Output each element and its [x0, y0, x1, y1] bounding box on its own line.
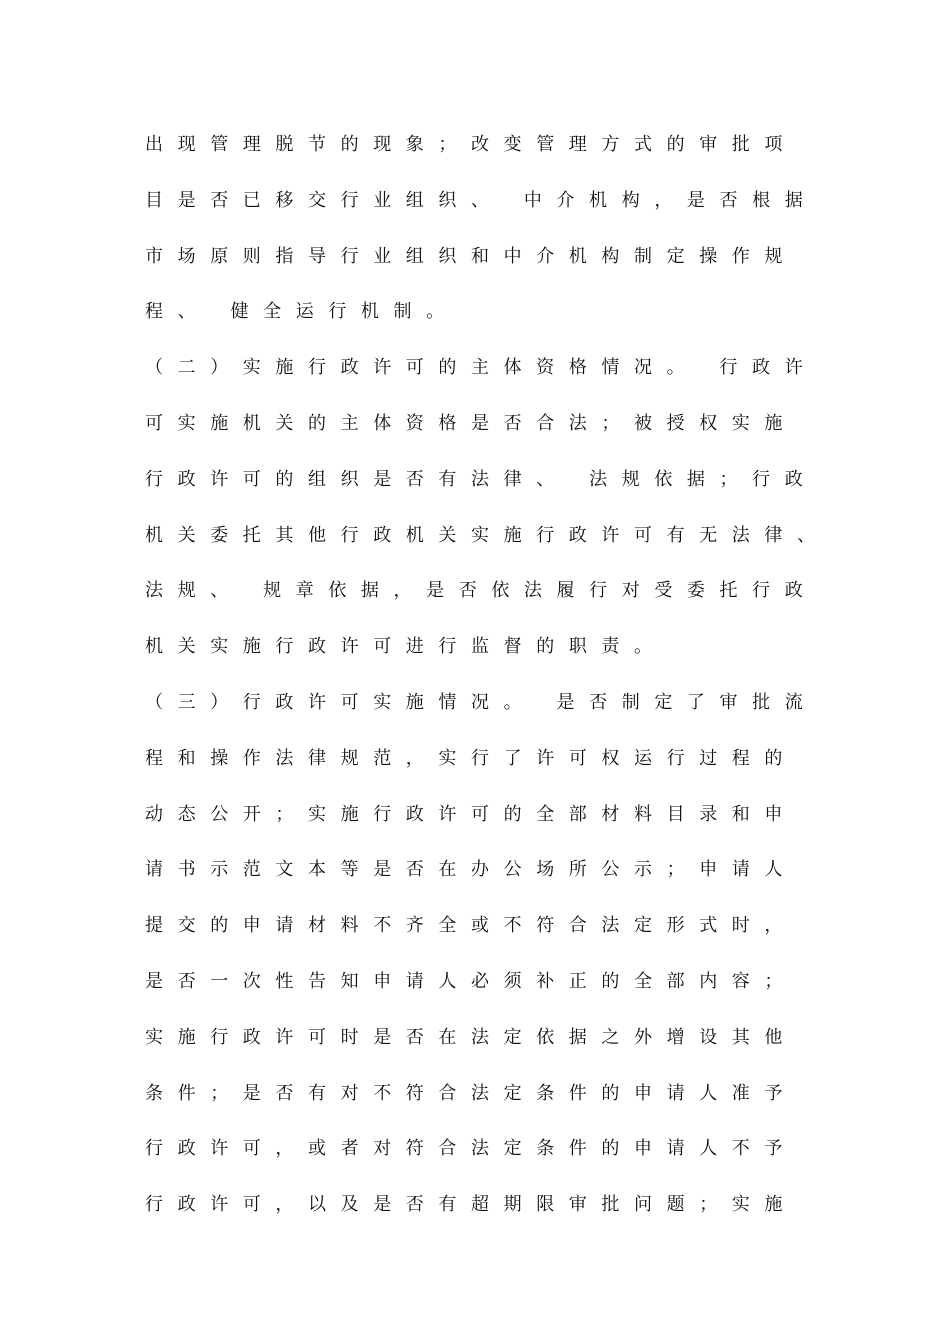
text-line: 程和操作法律规范，实行了许可权运行过程的	[145, 747, 797, 769]
text-line: （三）行政许可实施情况。 是否制定了审批流	[145, 691, 818, 713]
text-line: （二）实施行政许可的主体资格情况。 行政许	[145, 357, 818, 379]
text-line: 市场原则指导行业组织和中介机构制定操作规	[145, 245, 797, 267]
text-line: 机关实施行政许可进行监督的职责。	[145, 636, 667, 658]
body-text	[145, 129, 865, 1245]
text-line: 实施行政许可时是否在法定依据之外增设其他	[145, 1026, 797, 1048]
text-line: 机关委托其他行政机关实施行政许可有无法律、	[145, 524, 830, 546]
text-line: 提交的申请材料不齐全或不符合法定形式时，	[145, 915, 797, 937]
text-line: 出现管理脱节的现象；改变管理方式的审批项	[145, 134, 797, 155]
text-line: 可实施机关的主体资格是否合法；被授权实施	[145, 412, 797, 434]
text-line: 法规、 规章依据，是否依法履行对受委托行政	[145, 580, 818, 602]
text-line: 行政许可，或者对符合法定条件的申请人不予	[145, 1138, 797, 1160]
text-line: 行政许可，以及是否有超期限审批问题；实施	[145, 1194, 797, 1216]
text-line: 条件；是否有对不符合法定条件的申请人准予	[145, 1082, 797, 1104]
text-line: 目是否已移交行业组织、 中介机构，是否根据	[145, 189, 818, 211]
text-line: 是否一次性告知申请人必须补正的全部内容；	[145, 970, 797, 992]
text-line: 程、 健全运行机制。	[145, 301, 459, 323]
text-line: 动态公开；实施行政许可的全部材料目录和申	[145, 803, 797, 825]
text-line: 请书示范文本等是否在办公场所公示；申请人	[145, 859, 797, 881]
text-line: 行政许可的组织是否有法律、 法规依据；行政	[145, 468, 818, 490]
